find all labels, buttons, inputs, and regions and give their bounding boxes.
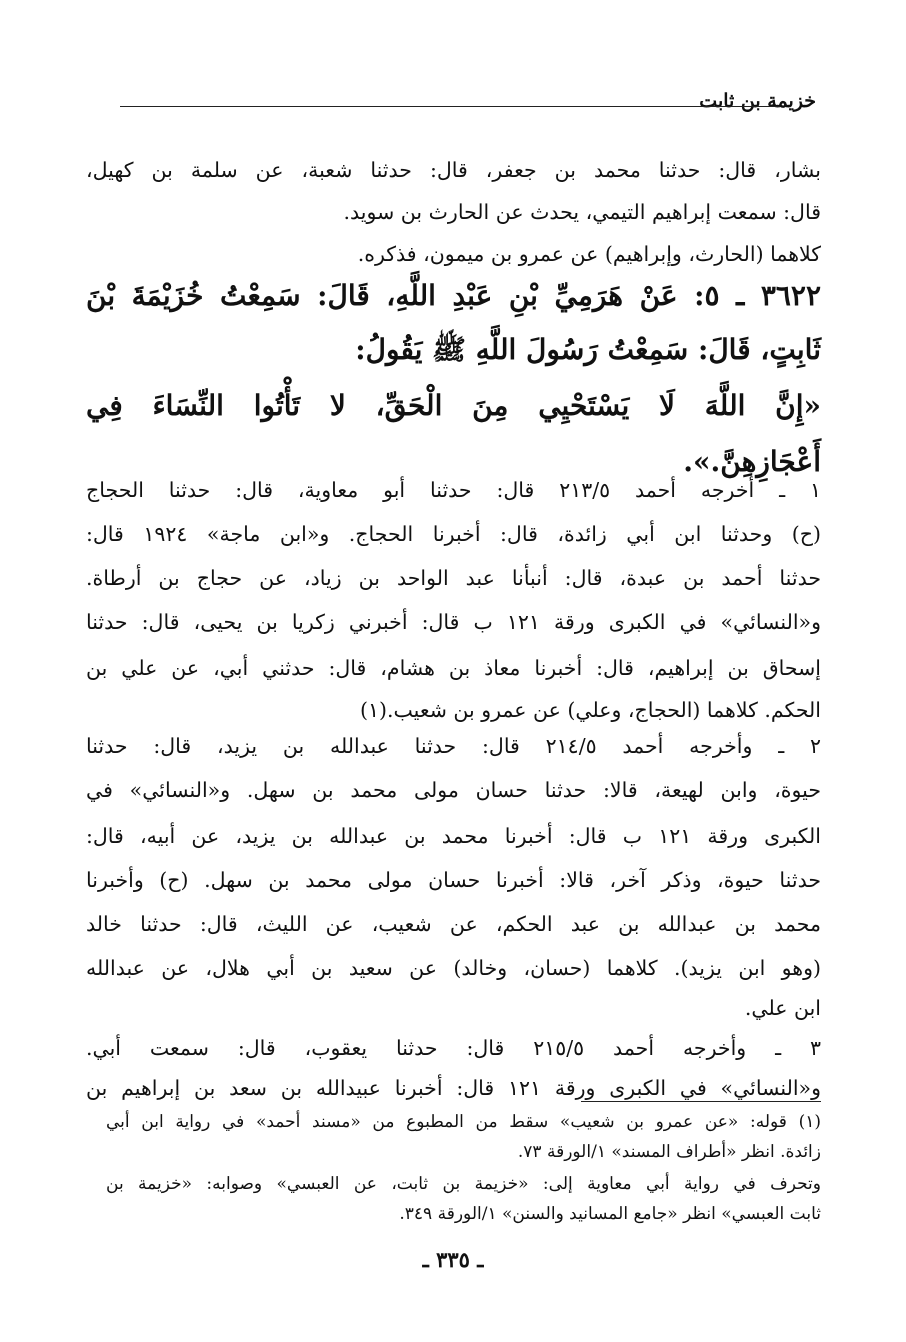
body-line: أَعْجَازِهِنَّ.».	[683, 445, 821, 478]
footnote-line: ثابت العبسي» انظر «جامع المسانيد والسنن» ١/الورقة ٣٤٩.	[399, 1204, 821, 1224]
body-line: إسحاق بن إبراهيم، قال: أخبرنا معاذ بن هشام، قال: حدثني أبي، عن علي بن	[86, 656, 821, 680]
body-line: كلاهما (الحارث، وإبراهيم) عن عمرو بن ميمون، فذكره.	[357, 242, 821, 266]
page-number: ـ ٣٣٥ ـ	[422, 1247, 484, 1272]
footnote-line: وتحرف في رواية أبي معاوية إلى: «خزيمة بن ثابت، عن العبسي» وصوابه: «خزيمة بن	[106, 1174, 821, 1194]
footnote-line: (١) قوله: «عن عمرو بن شعيب» سقط من المطبوع من «مسند أحمد» في رواية ابن أبي	[106, 1112, 821, 1132]
body-line: الحكم. كلاهما (الحجاج، وعلي) عن عمرو بن شعيب.(١)	[359, 698, 821, 722]
body-line: حدثنا حيوة، وذكر آخر، قالا: أخبرنا حسان مولى محمد بن سهل. (ح) وأخبرنا	[86, 868, 821, 892]
body-line: (ح) وحدثنا ابن أبي زائدة، قال: أخبرنا الحجاج. و«ابن ماجة» ١٩٢٤ قال:	[86, 522, 821, 546]
body-line: و«النسائي» في الكبرى ورقة ١٢١ قال: أخبرنا عبيدالله بن سعد بن إبراهيم بن	[86, 1076, 821, 1100]
body-line: ٢ ـ وأخرجه أحمد ٢١٤/٥ قال: حدثنا عبدالله بن يزيد، قال: حدثنا	[86, 734, 821, 758]
body-line: حيوة، وابن لهيعة، قالا: حدثنا حسان مولى محمد بن سهل. و«النسائي» في	[86, 778, 821, 802]
body-line: ٣٦٢٢ ـ ٥: عَنْ هَرَمِيِّ بْنِ عَبْدِ اللَّهِ، قَالَ: سَمِعْتُ خُزَيْمَةَ بْنَ	[86, 279, 821, 312]
footnote-rule	[581, 1101, 821, 1102]
body-line: ٣ ـ وأخرجه أحمد ٢١٥/٥ قال: حدثنا يعقوب، قال: سمعت أبي.	[86, 1036, 822, 1060]
body-line: قال: سمعت إبراهيم التيمي، يحدث عن الحارث بن سويد.	[343, 200, 821, 224]
header-rule	[120, 106, 780, 107]
body-line: حدثنا أحمد بن عبدة، قال: أنبأنا عبد الواحد بن زياد، عن حجاج بن أرطاة.	[86, 566, 821, 590]
body-line: و«النسائي» في الكبرى ورقة ١٢١ ب قال: أخبرني زكريا بن يحيى، قال: حدثنا	[86, 610, 821, 634]
body-line: ابن علي.	[744, 996, 821, 1020]
body-line: (وهو ابن يزيد). كلاهما (حسان، وخالد) عن سعيد بن أبي هلال، عن عبدالله	[86, 956, 821, 980]
body-line: «إِنَّ اللَّهَ لَا يَسْتَحْيِي مِنَ الْحَقِّ، لا تَأْتُوا النِّسَاءَ فِي	[86, 389, 821, 422]
footnote-line: زائدة. انظر «أطراف المسند» ١/الورقة ٧٣.	[517, 1142, 821, 1162]
body-line: محمد بن عبدالله بن عبد الحكم، عن شعيب، عن الليث، قال: حدثنا خالد	[86, 912, 821, 936]
body-line: الكبرى ورقة ١٢١ ب قال: أخبرنا محمد بن عبدالله بن يزيد، عن أبيه، قال:	[86, 824, 821, 848]
running-header-title: خزيمة بن ثابت	[699, 90, 816, 112]
body-line: ١ ـ أخرجه أحمد ٢١٣/٥ قال: حدثنا أبو معاوية، قال: حدثنا الحجاج	[86, 478, 821, 502]
body-line: بشار، قال: حدثنا محمد بن جعفر، قال: حدثنا شعبة، عن سلمة بن كهيل،	[86, 158, 821, 182]
body-line: ثَابِتٍ، قَالَ: سَمِعْتُ رَسُولَ اللَّهِ ﷺ يَقُولُ:	[355, 333, 821, 366]
